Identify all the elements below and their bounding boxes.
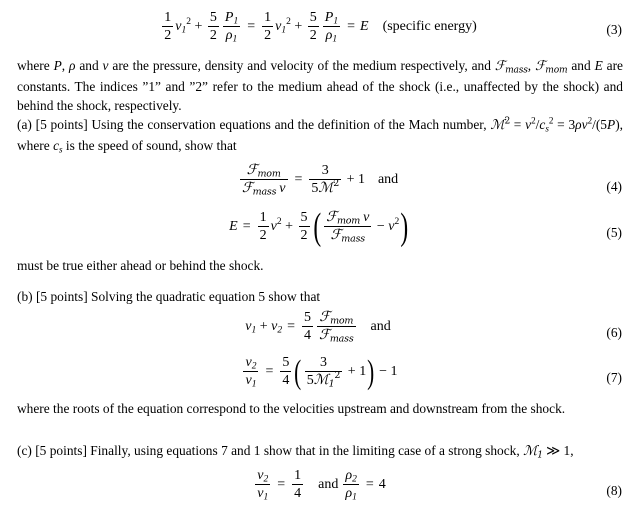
- eq8-one-fourth: [292, 468, 303, 501]
- part-a-v-sup: 2: [531, 115, 536, 126]
- eq5-paren-close: ): [400, 206, 409, 249]
- eq7-one: 1: [359, 363, 367, 379]
- part-a-rho: ρ: [575, 117, 582, 132]
- eq8-v2-glyph: v: [257, 468, 264, 483]
- eq5-plus: +: [285, 218, 294, 234]
- eq3-v-left-sub: 1: [181, 25, 187, 36]
- eq7-minus-one: 1: [390, 363, 398, 379]
- part-a-cs-glyph: c: [53, 137, 60, 153]
- eq8-result: 4: [378, 476, 386, 492]
- eq7-minus: −: [379, 363, 388, 379]
- equation-6-number: (6): [606, 325, 622, 340]
- eq8-and: and: [318, 476, 339, 492]
- eq3-half-left: [162, 10, 173, 43]
- eq4-F-mom: [240, 163, 288, 180]
- eq6-v1: [245, 319, 256, 335]
- eq3-two-left: 2: [209, 28, 217, 44]
- symbol-F-mass-sub: mass: [505, 65, 528, 76]
- part-a-text-2: is the speed of sound, show that: [62, 137, 237, 153]
- eq5-F-mom: [326, 209, 360, 225]
- paragraph-part-a: [17, 115, 623, 155]
- eq6-F-mass: [317, 327, 355, 343]
- eq7-inner-fraction: [305, 355, 343, 388]
- eq4-rhs-den: [309, 180, 341, 196]
- equation-3-number: (3): [606, 22, 622, 37]
- eq4-rhs-den-5: 5: [311, 181, 319, 197]
- eq4-rhs-fraction: [309, 163, 341, 196]
- comma-2: ,: [527, 58, 535, 73]
- equation-4-number: (4): [606, 179, 622, 194]
- equation-5-number: (5): [606, 225, 622, 240]
- part-a-slash-2: /(5: [592, 117, 607, 132]
- part-a-P: P: [607, 117, 616, 132]
- eq7-mach: [314, 372, 341, 388]
- eq3-plus-right: +: [294, 18, 303, 34]
- part-a-v2-sup: 2: [587, 115, 593, 126]
- eq3-rho-left: [223, 27, 240, 43]
- eq3-P-right: [323, 10, 340, 27]
- equation-4: [0, 163, 639, 196]
- symbol-rho: ρ: [69, 58, 76, 73]
- symbol-F-mom-sub: mom: [545, 65, 568, 76]
- where-word: where: [17, 58, 54, 73]
- eq3-half-left-den: 2: [164, 28, 172, 44]
- part-a-cs-sq: [539, 117, 553, 132]
- eq7-v-ratio: [243, 355, 258, 388]
- eq7-four: 4: [282, 373, 290, 389]
- eq4-F-mom-glyph: ℱ: [246, 162, 258, 178]
- eq3-v-left-sup: 2: [186, 16, 191, 27]
- eq4-F-mass-glyph: ℱ: [241, 180, 253, 197]
- eq5-equals: =: [242, 218, 251, 234]
- eq4-v: v: [279, 181, 286, 197]
- eq3-half-right: [262, 10, 273, 43]
- paragraph-definitions: [17, 56, 623, 116]
- eq8-equals-1: =: [277, 476, 286, 492]
- eq3-equals-2: =: [347, 18, 355, 34]
- part-a-c: c: [539, 117, 546, 132]
- eq4-F-mass: [242, 180, 276, 196]
- eq3-v1-left: [175, 16, 191, 36]
- eq5-inner-fraction: [324, 210, 371, 243]
- part-a-equals-2: = 3: [553, 117, 576, 132]
- symbol-E: E: [594, 58, 603, 73]
- and-1: and: [75, 58, 103, 73]
- part-b-text: Solving the quadratic equation 5 show that: [91, 289, 321, 304]
- symbol-v: v: [102, 58, 109, 73]
- eq8-v1-glyph: v: [257, 486, 264, 502]
- part-a-equals-1: =: [510, 117, 526, 132]
- eq6-v2-sub: 2: [277, 325, 283, 336]
- comma-1: ,: [61, 58, 70, 73]
- eq3-v-right: v: [275, 18, 282, 34]
- eq6-v2: [271, 319, 282, 335]
- equation-3-body: [160, 10, 479, 43]
- eq7-mach-sup: 2: [334, 370, 341, 382]
- eq5-F-mass-glyph: ℱ: [330, 227, 342, 244]
- eq5-minus-v: v: [388, 218, 395, 234]
- part-a-v: v: [525, 117, 532, 132]
- eq6-equals: =: [287, 318, 296, 334]
- eq3-half-left-num: 1: [162, 10, 173, 27]
- eq8-rho1-glyph: ρ: [345, 486, 353, 502]
- eq7-plus: +: [347, 363, 356, 379]
- symbol-mach-glyph: ℳ: [490, 118, 505, 133]
- eq6-F-mom-sub: mom: [330, 315, 354, 327]
- eq7-equals: =: [265, 363, 274, 379]
- eq3-rho-left-sub: 1: [232, 34, 238, 45]
- part-a-text-1: Using the conservation equations and the definition of the Mach number,: [91, 117, 491, 132]
- eq8-rho1-sub: 1: [352, 492, 357, 503]
- symbol-F-mass-glyph: ℱ: [494, 59, 506, 74]
- eq7-paren-open: (: [294, 352, 302, 391]
- equation-7-number: (7): [606, 370, 622, 385]
- eq3-half-right-den: 2: [264, 28, 272, 44]
- eq3-five-halves-left: [208, 10, 219, 43]
- equation-4-body: [238, 163, 401, 196]
- equation-6: [0, 310, 639, 343]
- eq5-five-halves: [299, 210, 310, 243]
- equation-7-body: [241, 352, 398, 391]
- part-a-cs-sub: s: [59, 144, 63, 155]
- eq8-rho2: [343, 468, 359, 485]
- eq8-rho2-sub: 2: [352, 474, 357, 485]
- definitions-text-3: are constants. The indices ”1” and ”2” refer to the medium ahead of the shock (i.e., unaffected by the shock) and behind the shock, respectively.: [17, 58, 623, 114]
- part-a-c-sup: 2: [548, 115, 554, 126]
- part-c-mach: [523, 444, 543, 459]
- eq8-one: 1: [292, 468, 303, 485]
- eq5-inner-v: v: [363, 210, 370, 225]
- eq6-five-fourths: [302, 310, 313, 343]
- eq6-F-mom-glyph: ℱ: [319, 309, 331, 325]
- eq4-F-mass-sub: mass: [252, 186, 277, 198]
- part-a-c-sub: s: [545, 123, 549, 134]
- eq3-five-right: 5: [308, 10, 319, 27]
- eq4-one: 1: [357, 171, 365, 187]
- eq5-two: 2: [300, 228, 308, 244]
- paragraph-part-c: [17, 441, 623, 462]
- eq7-five: 5: [280, 355, 291, 372]
- eq6-F-mass-glyph: ℱ: [319, 327, 330, 344]
- part-b-label: (b) [5 points]: [17, 289, 92, 304]
- eq7-v1-glyph: v: [245, 373, 252, 389]
- eq5-paren-open: (: [312, 206, 321, 249]
- eq4-mach: [318, 180, 339, 196]
- eq3-P-right-sym: P: [324, 10, 334, 25]
- eq6-and: and: [370, 318, 391, 334]
- equation-8-number: (8): [606, 483, 622, 498]
- eq3-two-right: 2: [309, 28, 317, 44]
- eq5-minus-v-sq: [388, 216, 400, 235]
- eq8-equals-2: =: [365, 476, 374, 492]
- equation-8: [0, 468, 639, 501]
- eq4-F-mom-sub: mom: [257, 168, 281, 180]
- part-c-mach-sub: 1: [537, 450, 543, 461]
- eq3-P-left-sym: P: [224, 10, 234, 25]
- equation-6-body: [245, 310, 393, 343]
- eq5-v-sq: [270, 216, 282, 235]
- eq4-and: and: [377, 171, 399, 187]
- eq3-v1-right: [275, 16, 291, 36]
- part-a-cs: [53, 138, 63, 153]
- eq6-F-mom: [317, 310, 355, 327]
- eq4-mach-glyph: ℳ: [318, 180, 334, 197]
- eq3-rho-right: [323, 27, 340, 43]
- eq7-inner-den-5: 5: [306, 373, 314, 389]
- eq3-P-left: [223, 10, 240, 27]
- symbol-F-mass: [495, 59, 528, 74]
- eq4-mach-sup: 2: [333, 178, 340, 190]
- eq3-rho-right-sub: 1: [332, 34, 338, 45]
- eq3-plus-left: +: [194, 18, 203, 34]
- eq5-v-sup: 2: [276, 216, 282, 227]
- symbol-mach: [490, 118, 510, 133]
- eq5-five: 5: [299, 210, 310, 227]
- part-c-label: (c) [5 points]: [17, 443, 91, 458]
- eq7-inner-num: 3: [305, 355, 343, 372]
- eq8-rho1: [343, 485, 359, 501]
- equation-3: [0, 10, 639, 43]
- eq5-half: [258, 210, 269, 243]
- eq5-F-mass-sub: mass: [341, 233, 365, 245]
- eq8-rho2-glyph: ρ: [345, 468, 353, 483]
- equation-8-body: [253, 468, 386, 501]
- eq3-rho-left-sym: ρ: [225, 28, 233, 44]
- eq3-note: (specific energy): [382, 18, 477, 34]
- eq8-four: 4: [294, 486, 302, 502]
- eq3-P-rho-left: [223, 10, 240, 43]
- eq3-half-right-num: 1: [262, 10, 273, 27]
- eq4-lhs-fraction: [240, 163, 288, 196]
- eq3-v-left: v: [175, 18, 182, 34]
- eq5-v: v: [270, 218, 277, 234]
- eq3-v-right-sub: 1: [281, 25, 287, 36]
- part-a-v2-sq: [582, 117, 593, 132]
- eq6-v1-sub: 1: [251, 325, 257, 336]
- eq7-inner-den: [305, 372, 343, 388]
- eq3-rho-right-sym: ρ: [325, 28, 333, 44]
- eq6-plus: +: [259, 318, 268, 334]
- eq8-v2-sub: 2: [263, 474, 269, 485]
- eq3-five-left: 5: [208, 10, 219, 27]
- definitions-text-2: are the pressure, density and velocity of the medium respectively, and: [108, 58, 495, 73]
- eq5-minus-v-sup: 2: [394, 216, 400, 227]
- eq3-E: E: [360, 18, 369, 34]
- eq3-five-halves-right: [308, 10, 319, 43]
- paragraph-roots-note: where the roots of the equation correspond to the velocities upstream and downstream from the shock.: [17, 401, 566, 416]
- eq5-E: E: [229, 218, 238, 234]
- eq5-inner-num: [324, 210, 371, 227]
- eq6-v1-glyph: v: [245, 318, 252, 334]
- eq6-F-mass-sub: mass: [329, 333, 354, 345]
- equation-7: [0, 352, 639, 391]
- eq8-v-ratio: [255, 468, 270, 501]
- eq7-v2-glyph: v: [245, 355, 252, 370]
- eq8-v1-sub: 1: [263, 492, 269, 503]
- eq3-v-right-sup: 2: [286, 16, 291, 27]
- eq5-half-num: 1: [258, 210, 269, 227]
- eq6-five: 5: [302, 310, 313, 327]
- eq7-mach-sub: 1: [328, 378, 335, 390]
- eq7-mach-glyph: ℳ: [313, 372, 329, 389]
- part-a-v2: v: [581, 117, 588, 132]
- eq6-four: 4: [304, 328, 312, 344]
- part-a-slash-1: /: [535, 117, 540, 132]
- and-2: and: [567, 58, 595, 73]
- eq8-v2: [255, 468, 270, 485]
- eq8-v1: [255, 485, 270, 501]
- paragraph-must-be-true: must be true either ahead or behind the shock.: [17, 258, 264, 273]
- symbol-F-mom: [535, 59, 568, 74]
- eq7-five-fourths: [280, 355, 291, 388]
- symbol-F-mom-glyph: ℱ: [534, 59, 546, 74]
- eq4-plus: +: [346, 171, 355, 187]
- paragraph-part-b: [17, 287, 623, 307]
- eq6-F-fraction: [317, 310, 355, 343]
- eq7-v1: [243, 372, 258, 388]
- part-c-text: Finally, using equations 7 and 1 show that in the limiting case of a strong shock,: [90, 443, 524, 458]
- eq3-P-right-sub: 1: [333, 16, 339, 27]
- eq7-v2-sub: 2: [251, 361, 257, 372]
- part-c-gg: ≫ 1,: [542, 443, 574, 458]
- eq4-equals: =: [294, 171, 303, 187]
- eq7-v2: [243, 355, 258, 372]
- eq5-F-mom-sub: mom: [336, 215, 361, 227]
- eq3-equals-1: =: [247, 18, 256, 34]
- part-c-mach-glyph: ℳ: [523, 444, 538, 459]
- eq7-v1-sub: 1: [251, 379, 257, 390]
- symbol-P: P: [53, 58, 62, 73]
- symbol-mach-sup: 2: [504, 116, 511, 127]
- eq4-rhs-num: 3: [309, 163, 341, 180]
- eq8-rho-ratio: [343, 468, 359, 501]
- eq7-paren-close: ): [367, 352, 375, 391]
- eq3-P-left-sub: 1: [233, 16, 239, 27]
- part-a-label: (a) [5 points]: [17, 117, 92, 132]
- eq3-P-rho-right: [323, 10, 340, 43]
- eq4-F-mass-v: [240, 180, 288, 196]
- equation-5: [0, 206, 639, 249]
- equation-5-body: [229, 206, 410, 249]
- part-a-v-sq: [525, 117, 536, 132]
- part-a-close: ), where: [17, 117, 623, 153]
- eq5-half-den: 2: [259, 228, 267, 244]
- eq6-v2-glyph: v: [271, 318, 278, 334]
- eq5-F-mom-glyph: ℱ: [326, 209, 337, 225]
- eq5-F-mass: [324, 227, 371, 243]
- eq5-minus: −: [376, 218, 385, 234]
